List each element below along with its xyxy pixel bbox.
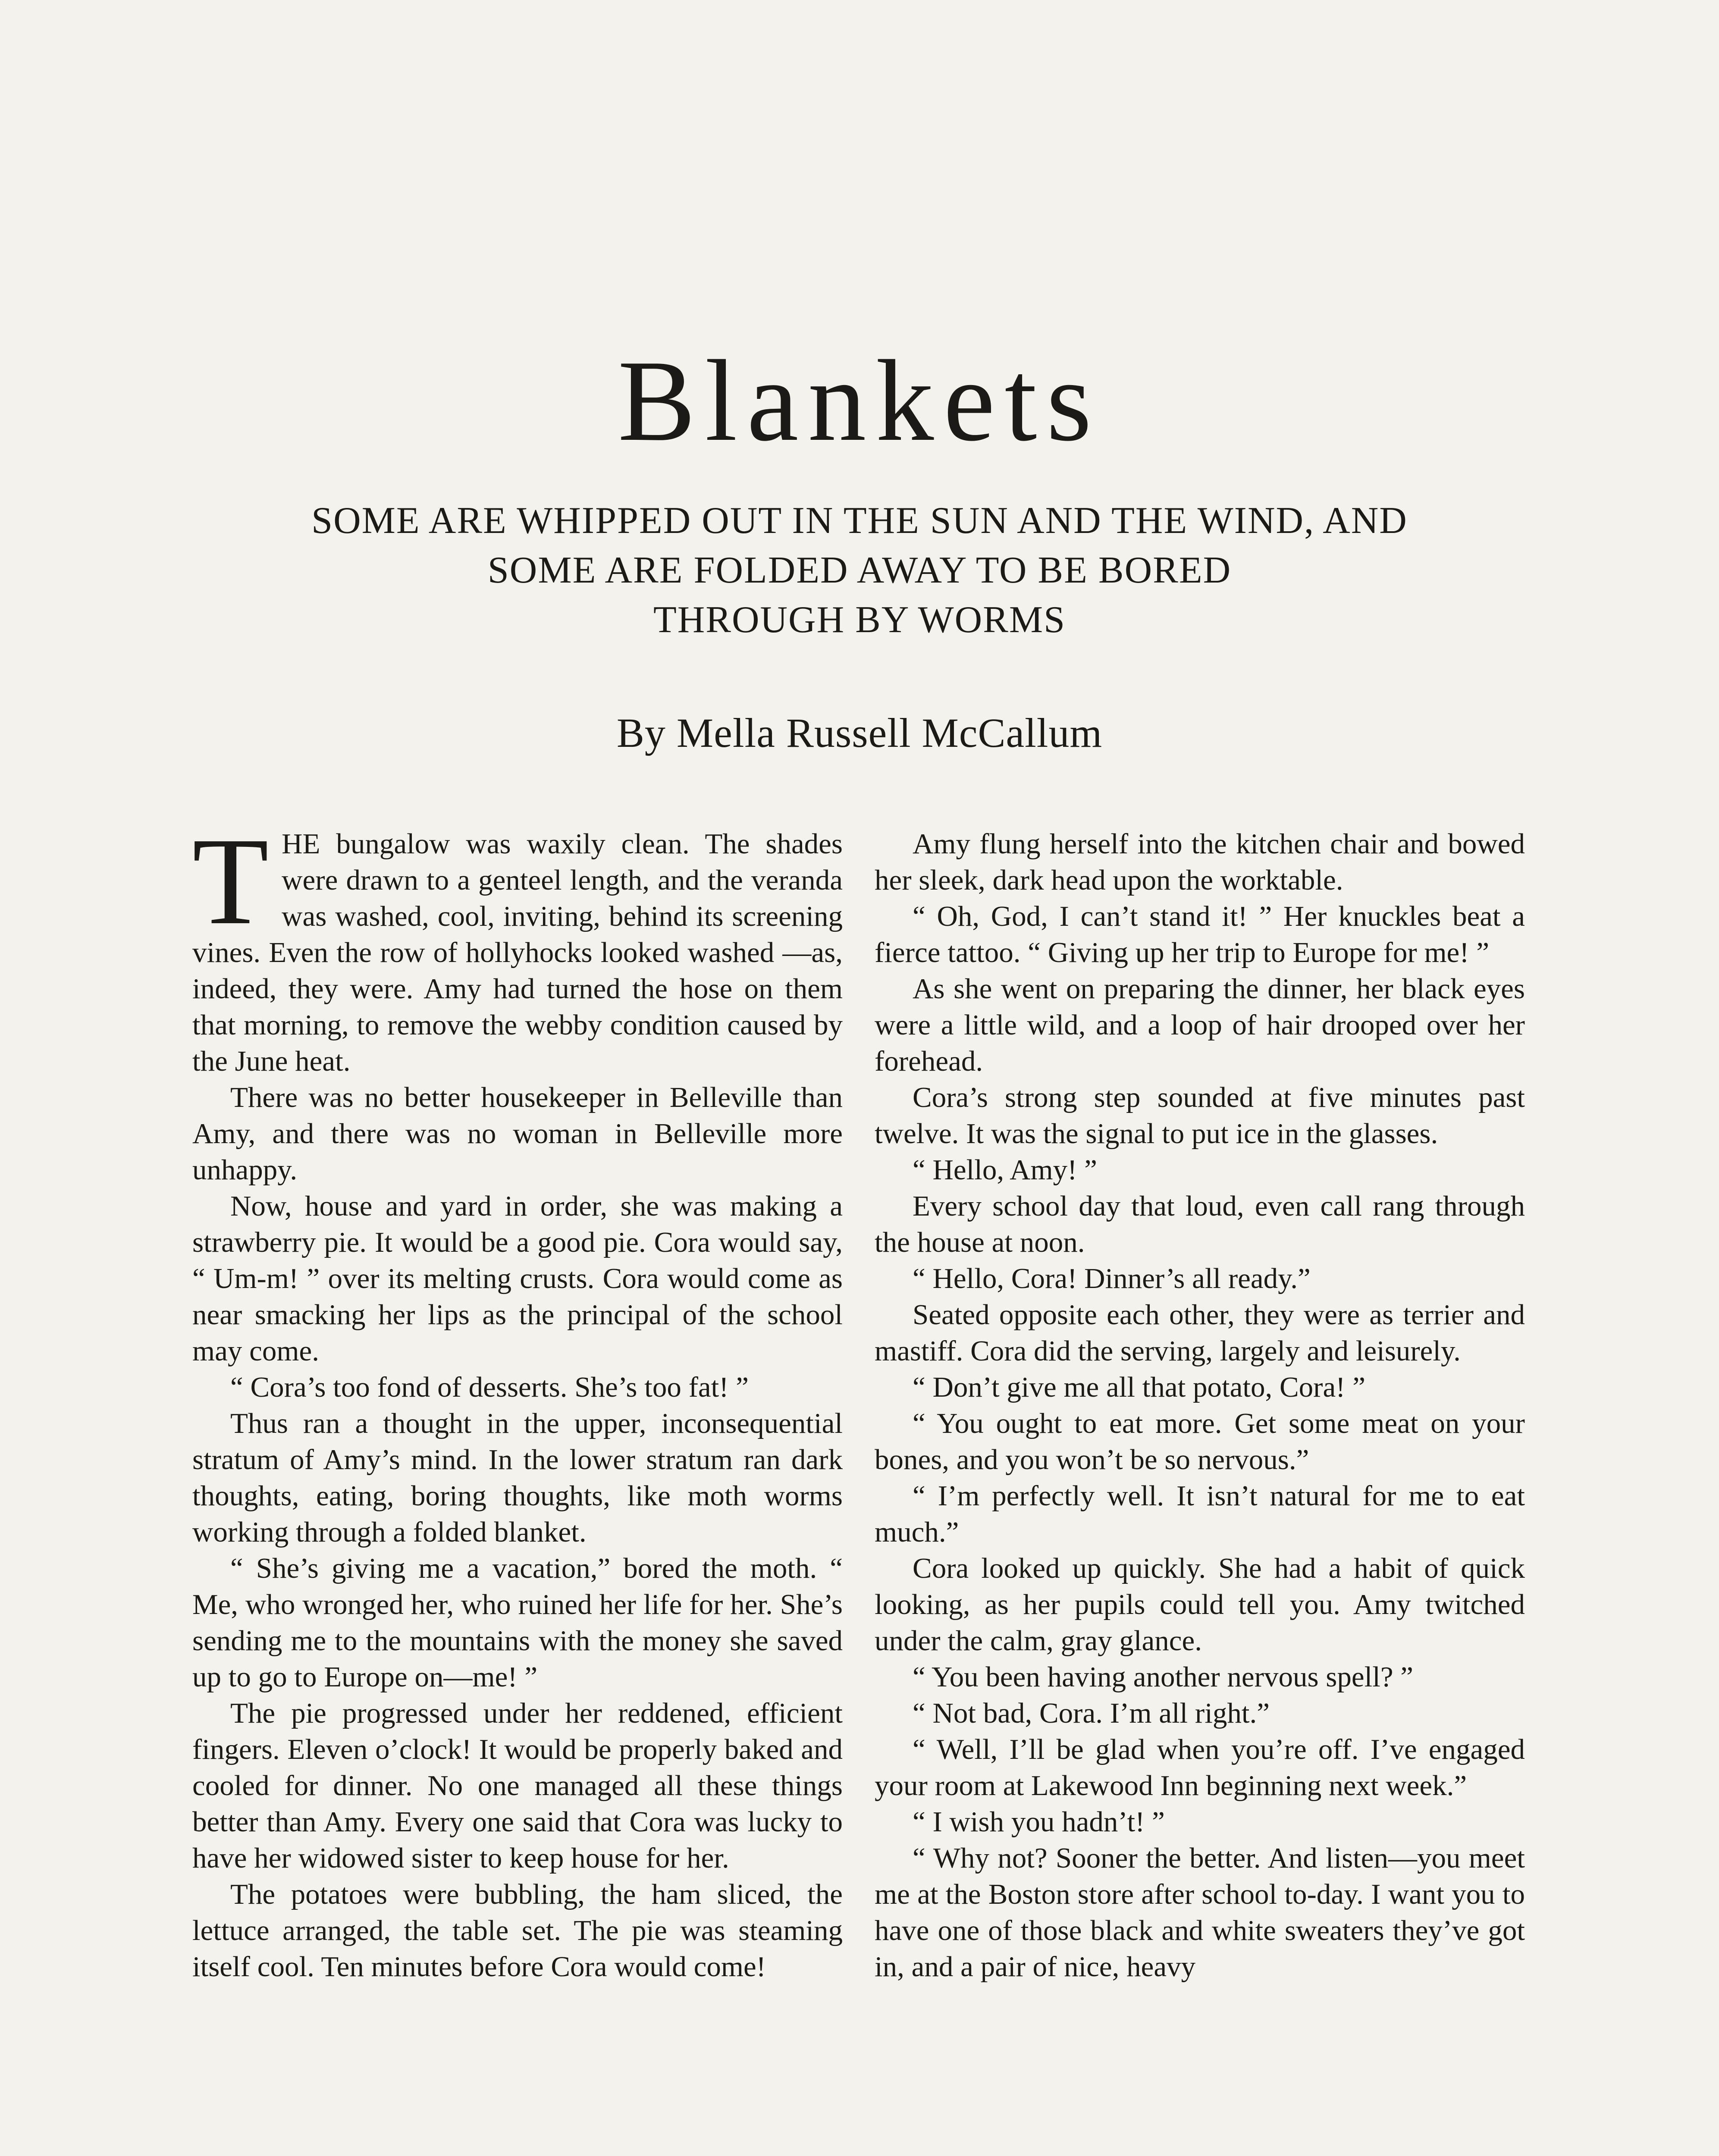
paragraph: Every school day that loud, even call rang through the house at noon.: [875, 1190, 1525, 1258]
paragraph: Thus ran a thought in the upper, inconsequential stratum of Amy’s mind. In the lower stratum ran dark thoughts, eating, boring thoughts, like moth worms working through a folded blanket.: [192, 1407, 843, 1548]
paragraph: [192, 812, 843, 1079]
paragraph-text: HE bungalow was waxily clean. The shades were drawn to a genteel length, and the veranda was washed, cool, inviting, behind its screening vines. Even the row of hollyhocks looked washed —as, indeed, they were. Amy had turned the hose on them that morning, to remove the webby condition caused by the June heat.: [192, 828, 843, 1077]
paragraph: “ I’m perfectly well. It isn’t natural for me to eat much.”: [875, 1480, 1525, 1548]
subtitle-line-3: THROUGH BY WORMS: [653, 599, 1066, 641]
paragraph: Seated opposite each other, they were as terrier and mastiff. Cora did the serving, largely and leisurely.: [875, 1299, 1525, 1367]
paragraph: “ Cora’s too fond of desserts. She’s too fat! ”: [230, 1371, 749, 1403]
subtitle-line-1: SOME ARE WHIPPED OUT IN THE SUN AND THE WIND, AND: [311, 500, 1408, 542]
subtitle-line-2: SOME ARE FOLDED AWAY TO BE BORED: [487, 549, 1232, 591]
drop-cap: T: [192, 812, 269, 950]
author-byline: By Mella Russell McCallum: [616, 710, 1103, 756]
left-text-column: [192, 812, 843, 1985]
paragraph: “ Why not? Sooner the better. And listen—you meet me at the Boston store after school to-day. I want you to have one of those black and white sweaters they’ve got in, and a pair of nice, heavy: [875, 1842, 1525, 1983]
paragraph: Amy flung herself into the kitchen chair and bowed her sleek, dark head upon the worktable.: [875, 828, 1525, 896]
paragraph: As she went on preparing the dinner, her black eyes were a little wild, and a loop of hair drooped over her forehead.: [875, 973, 1525, 1077]
paragraph: “ Hello, Cora! Dinner’s all ready.”: [913, 1263, 1311, 1294]
paragraph: “ You been having another nervous spell? ”: [913, 1661, 1414, 1693]
paragraph: The potatoes were bubbling, the ham sliced, the lettuce arranged, the table set. The pie was steaming itself cool. Ten minutes before Cora would come!: [192, 1878, 843, 1983]
paragraph: “ Hello, Amy! ”: [913, 1154, 1097, 1186]
paragraph: “ Oh, God, I can’t stand it! ” Her knuckles beat a fierce tattoo. “ Giving up her trip to Europe for me! ”: [875, 900, 1525, 968]
paragraph: “ Don’t give me all that potato, Cora! ”: [913, 1371, 1365, 1403]
paragraph: The pie progressed under her reddened, efficient fingers. Eleven o’clock! It would be properly baked and cooled for dinner. No one managed all these things better than Amy. Every one said that Cora was lucky to have her widowed sister to keep house for her.: [192, 1697, 843, 1874]
article-title: Blankets: [618, 336, 1101, 465]
paragraph: “ Not bad, Cora. I’m all right.”: [913, 1697, 1270, 1729]
article-subtitle: [181, 496, 1538, 645]
paragraph: Cora’s strong step sounded at five minutes past twelve. It was the signal to put ice in the glasses.: [875, 1081, 1525, 1150]
right-text-column: [875, 826, 1525, 1985]
paragraph: There was no better housekeeper in Belleville than Amy, and there was no woman in Belleville more unhappy.: [192, 1081, 843, 1186]
paragraph: Now, house and yard in order, she was making a strawberry pie. It would be a good pie. Cora would say, “ Um-m! ” over its melting crusts. Cora would come as near smacking her lips as the principal of the school may come.: [192, 1190, 843, 1367]
paragraph: “ She’s giving me a vacation,” bored the moth. “ Me, who wronged her, who ruined her life for her. She’s sending me to the mountains with the money she saved up to go to Europe on—me! ”: [192, 1552, 843, 1693]
paragraph: Cora looked up quickly. She had a habit of quick looking, as her pupils could tell you. Amy twitched under the calm, gray glance.: [875, 1552, 1525, 1657]
paragraph: “ You ought to eat more. Get some meat on your bones, and you won’t be so nervous.”: [875, 1407, 1525, 1476]
paragraph: “ Well, I’ll be glad when you’re off. I’ve engaged your room at Lakewood Inn beginning next week.”: [875, 1733, 1525, 1802]
paragraph: “ I wish you hadn’t! ”: [913, 1806, 1165, 1838]
